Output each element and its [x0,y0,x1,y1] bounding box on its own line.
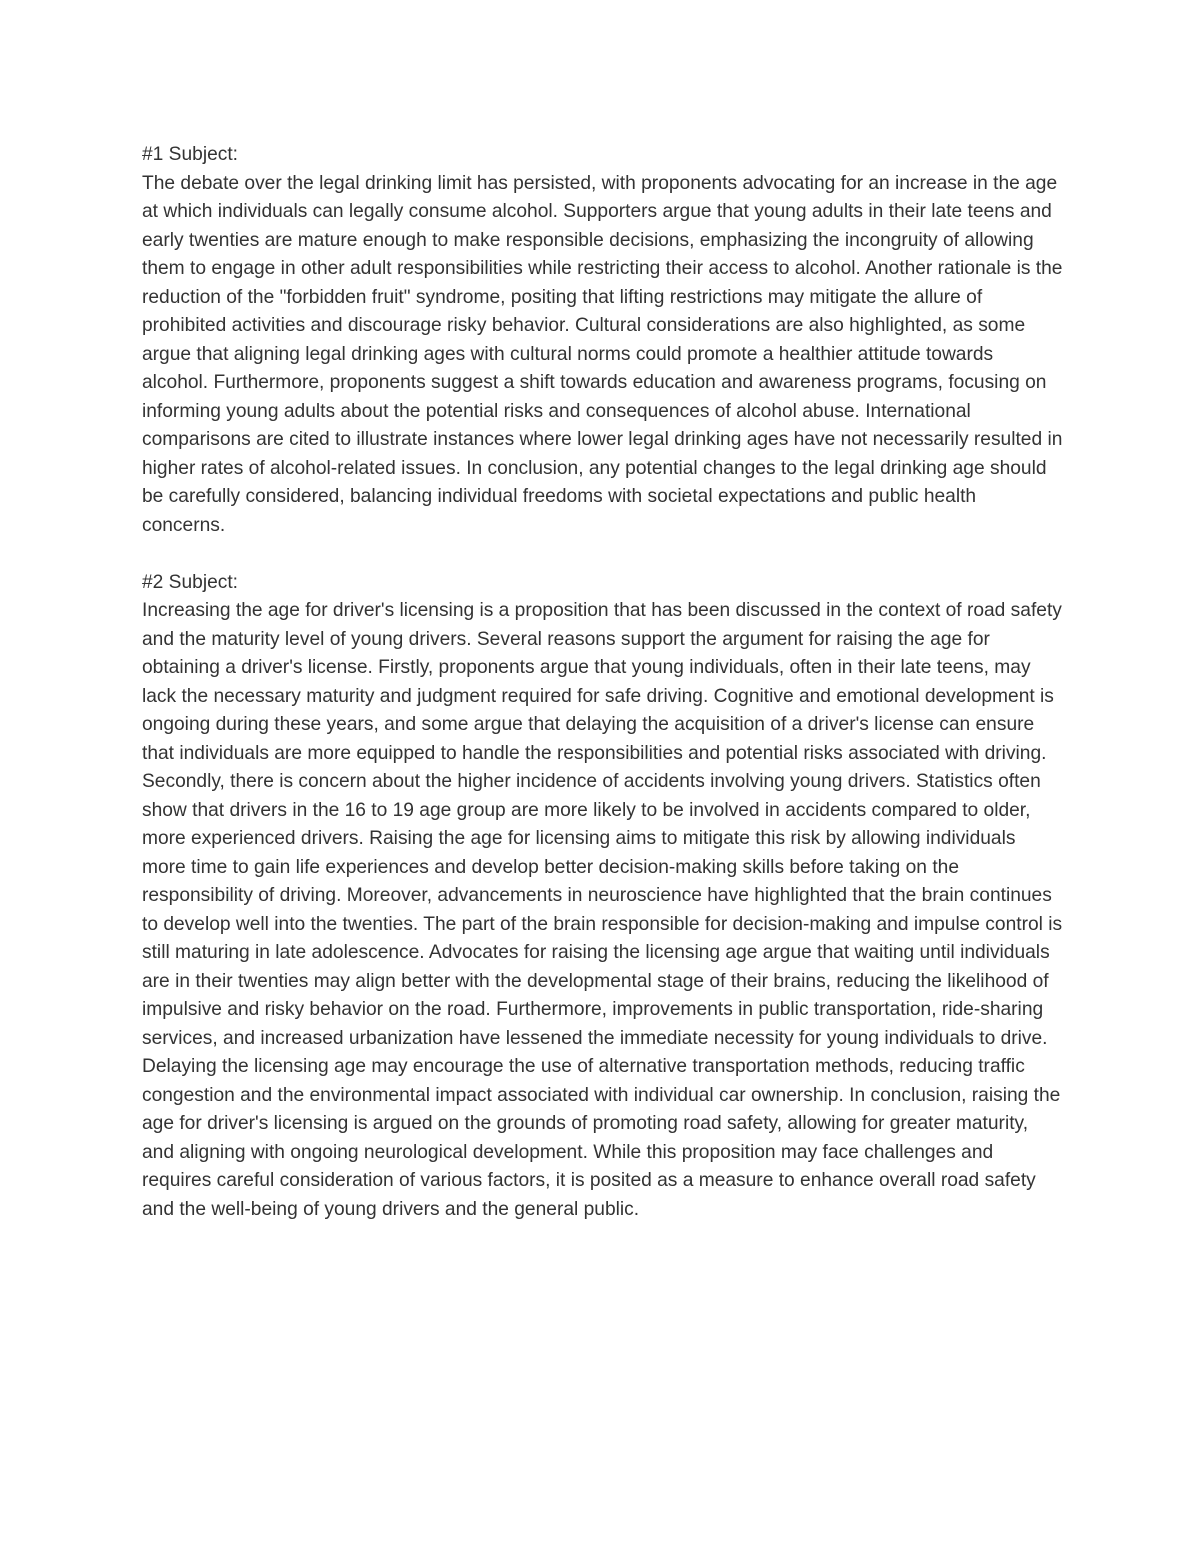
section-drivers-license [142,569,1064,1225]
section-body: The debate over the legal drinking limit has persisted, with proponents advocating for an increase in the age at which individuals can legally consume alcohol. Supporters argue that young adults in their late teens and early twenties are mature enough to make responsible decisions, emphasizing the incongruity of allowing them to engage in other adult responsibilities while restricting their access to alcohol. Another rationale is the reduction of the "forbidden fruit" syndrome, positing that lifting restrictions may mitigate the allure of prohibited activities and discourage risky behavior. Cultural considerations are also highlighted, as some argue that aligning legal drinking ages with cultural norms could promote a healthier attitude towards alcohol. Furthermore, proponents suggest a shift towards education and awareness programs, focusing on informing young adults about the potential risks and consequences of alcohol abuse. International comparisons are cited to illustrate instances where lower legal drinking ages have not necessarily resulted in higher rates of alcohol-related issues. In conclusion, any potential changes to the legal drinking age should be carefully considered, balancing individual freedoms with societal expectations and public health concerns. [142,172,1063,536]
section-drinking-age [142,141,1064,540]
section-heading: #2 Subject: [142,571,239,593]
document-page [142,141,1064,1224]
section-heading: #1 Subject: [142,144,239,165]
section-body: Increasing the age for driver's licensing is a proposition that has been discussed in the context of road safety and the maturity level of young drivers. Several reasons support the argument for raising the age for obtaining a driver's license. Firstly, proponents argue that young individuals, often in their late teens, may lack the necessary maturity and judgment required for safe driving. Cognitive and emotional development is ongoing during these years, and some argue that delaying the acquisition of a driver's license can ensure that individuals are more equipped to handle the responsibilities and potential risks associated with driving. Secondly, there is concern about the higher incidence of accidents involving young drivers. Statistics often show that drivers in the 16 to 19 age group are more likely to be involved in accidents compared to older, more experienced drivers. Raising the age for licensing aims to mitigate this risk by allowing individuals more time to gain life experiences and develop better decision-making skills before taking on the responsibility of driving. Moreover, advancements in neuroscience have highlighted that the brain continues to develop well into the twenties. The part of the brain responsible for decision-making and impulse control is still maturing in late adolescence. Advocates for raising the licensing age argue that waiting until individuals are in their twenties may align better with the developmental stage of their brains, reducing the likelihood of impulsive and risky behavior on the road. Furthermore, improvements in public transportation, ride-sharing services, and increased urbanization have lessened the immediate necessity for young individuals to drive. Delaying the licensing age may encourage the use of alternative transportation methods, reducing traffic congestion and the environmental impact associated with individual car ownership. In conclusion, raising the age for driver's licensing is argued on the grounds of promoting road safety, allowing for greater maturity, and aligning with ongoing neurological development. While this proposition may face challenges and requires careful consideration of various factors, it is posited as a measure to enhance overall road safety and the well-being of young drivers and the general public. [142,600,1063,1220]
